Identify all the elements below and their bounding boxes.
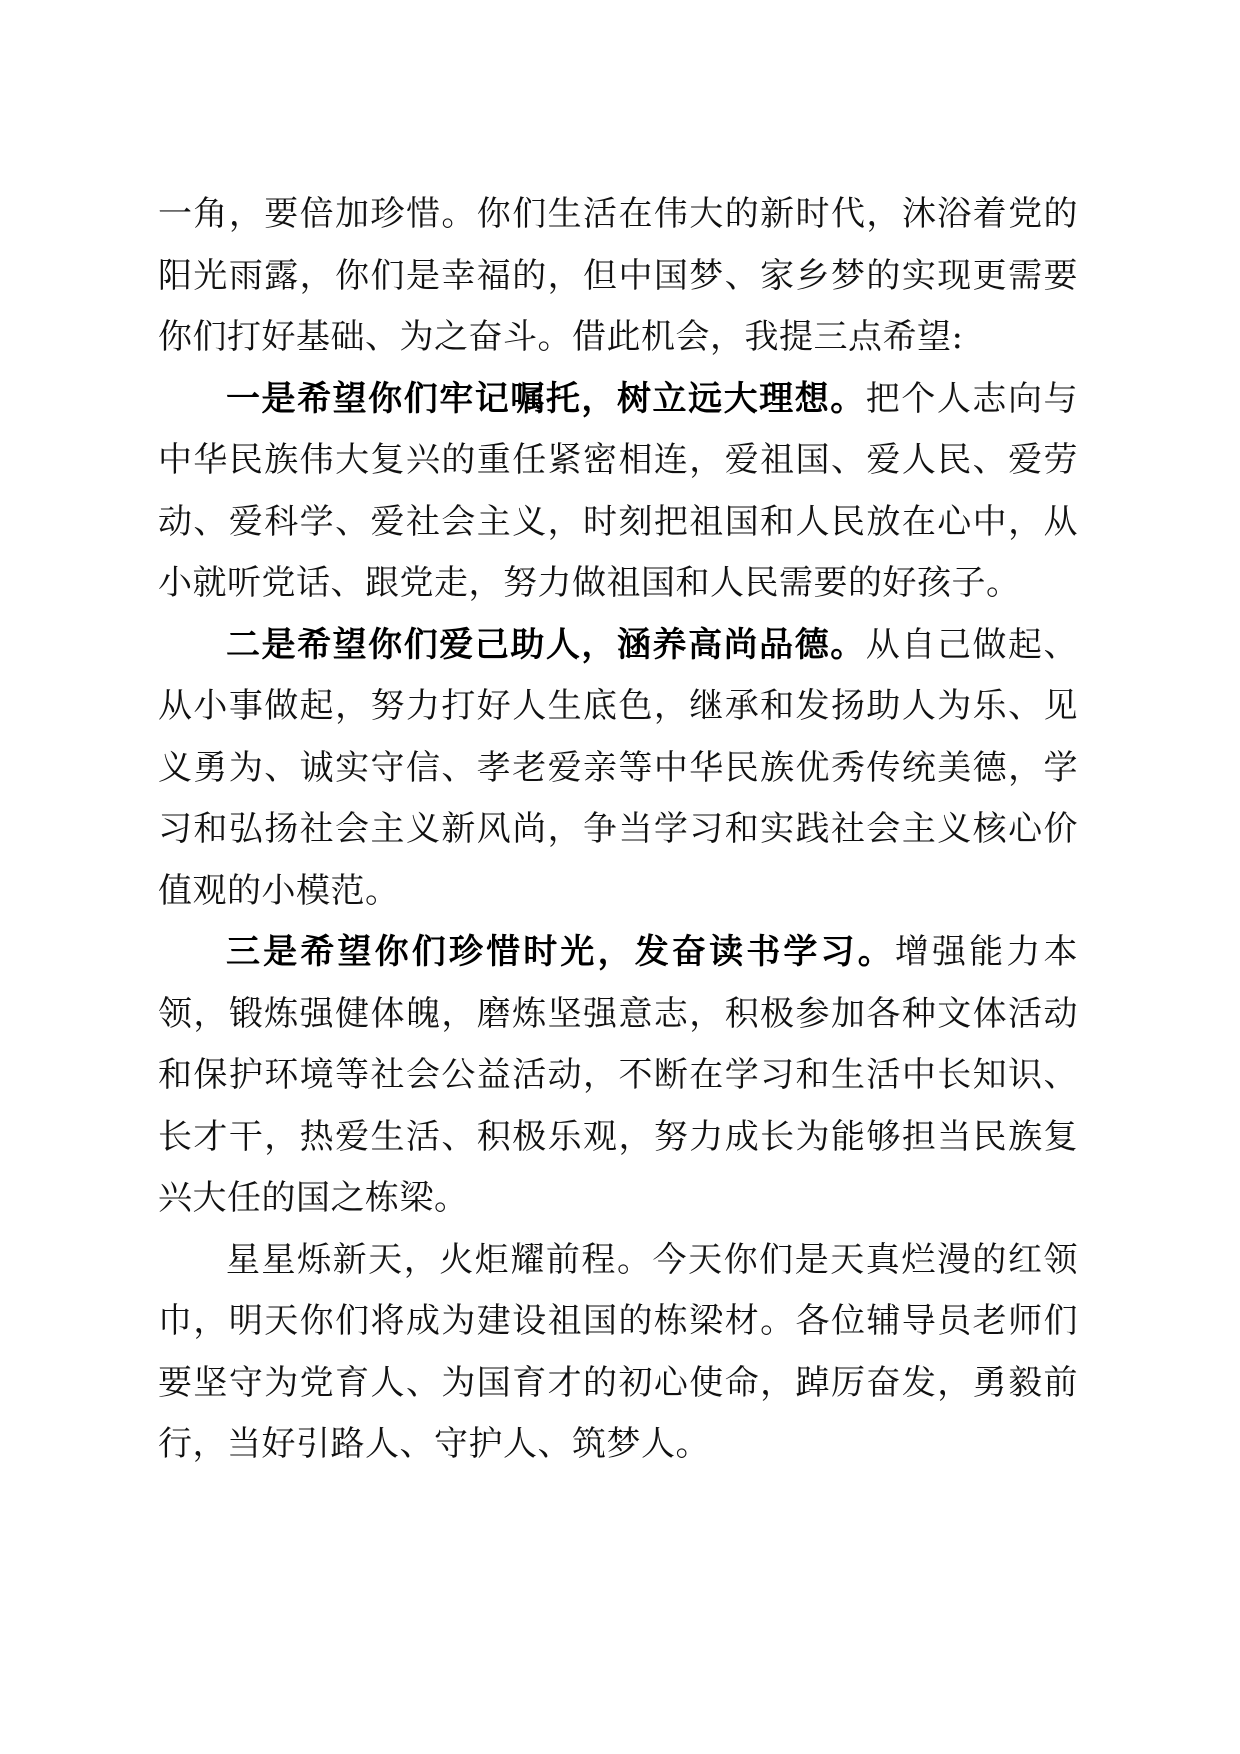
paragraph-continuation [158,184,1078,369]
paragraph-text: 增强能力本领，锻炼强健体魄，磨炼坚强意志，积极参加各种文体活动和保护环境等社会公益活动，不断在学习和生活中长知识、长才干，热爱生活、积极乐观，努力成长为能够担当民族复兴大任的国之栋梁。 [158,932,1079,1218]
paragraph-text: 一角，要倍加珍惜。你们生活在伟大的新时代，沐浴着党的阳光雨露，你们是幸福的，但中国梦、家乡梦的实现更需要你们打好基础、为之奋斗。借此机会，我提三点希望: [158,194,1078,357]
paragraph-hope-two [158,615,1078,923]
paragraph-text: 从自己做起、从小事做起，努力打好人生底色，继承和发扬助人为乐、见义勇为、诚实守信、孝老爱亲等中华民族优秀传统美德，学习和弘扬社会主义新风尚，争当学习和实践社会主义核心价值观的小模范。 [158,624,1078,911]
paragraph-hope-one [158,369,1078,615]
paragraph-hope-three [158,922,1078,1230]
paragraph-heading: 二是希望你们爱己助人，涵养高尚品德。 [226,624,866,665]
paragraph-closing [158,1230,1078,1476]
paragraph-heading: 一是希望你们牢记嘱托，树立远大理想。 [226,378,866,419]
paragraph-heading: 三是希望你们珍惜时光，发奋读书学习。 [226,932,895,972]
document-body [158,184,1078,1476]
paragraph-text: 星星烁新天，火炬耀前程。今天你们是天真烂漫的红领巾，明天你们将成为建设祖国的栋梁材。各位辅导员老师们要坚守为党育人、为国育才的初心使命，踔厉奋发，勇毅前行，当好引路人、守护人、筑梦人。 [158,1239,1078,1464]
paragraph-text: 把个人志向与中华民族伟大复兴的重任紧密相连，爱祖国、爱人民、爱劳动、爱科学、爱社会主义，时刻把祖国和人民放在心中，从小就听党话、跟党走，努力做祖国和人民需要的好孩子。 [158,378,1078,603]
